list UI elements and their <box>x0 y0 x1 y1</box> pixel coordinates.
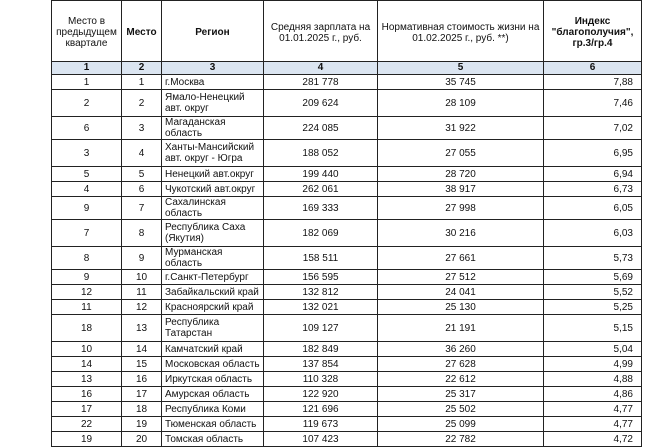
salary-cell: 132 812 <box>264 285 378 300</box>
place-cell: 9 <box>122 247 162 270</box>
column-number-row <box>52 62 642 75</box>
index-cell: 7,02 <box>544 117 642 140</box>
salary-cell: 132 021 <box>264 300 378 315</box>
place-cell: 11 <box>122 285 162 300</box>
living-cost-cell: 36 260 <box>378 342 544 357</box>
prev-place-cell: 5 <box>52 167 122 182</box>
header-living-cost: Нормативная стоимость жизни на 01.02.2025 г., руб. **) <box>378 1 544 62</box>
prev-place-cell: 3 <box>52 140 122 167</box>
column-number: 2 <box>122 62 162 75</box>
prev-place-cell: 19 <box>52 432 122 447</box>
living-cost-cell: 25 502 <box>378 402 544 417</box>
prev-place-cell: 2 <box>52 90 122 117</box>
index-cell: 4,88 <box>544 372 642 387</box>
salary-cell: 119 673 <box>264 417 378 432</box>
header-salary: Средняя зарплата на 01.01.2025 г., руб. <box>264 1 378 62</box>
wellbeing-index-table <box>51 0 642 447</box>
table-row <box>52 140 642 167</box>
prev-place-cell: 9 <box>52 197 122 220</box>
header-index: Индекс "благополучия", гр.3/гр.4 <box>544 1 642 62</box>
region-cell: Амурская область <box>162 387 264 402</box>
prev-place-cell: 8 <box>52 247 122 270</box>
region-cell: Магаданская область <box>162 117 264 140</box>
salary-cell: 224 085 <box>264 117 378 140</box>
index-cell: 4,72 <box>544 432 642 447</box>
salary-cell: 137 854 <box>264 357 378 372</box>
region-cell: Ненецкий авт.округ <box>162 167 264 182</box>
index-cell: 5,69 <box>544 270 642 285</box>
index-cell: 6,73 <box>544 182 642 197</box>
table-row <box>52 247 642 270</box>
place-cell: 7 <box>122 197 162 220</box>
table-row <box>52 342 642 357</box>
living-cost-cell: 25 099 <box>378 417 544 432</box>
salary-cell: 109 127 <box>264 315 378 342</box>
region-cell: Иркутская область <box>162 372 264 387</box>
living-cost-cell: 22 612 <box>378 372 544 387</box>
salary-cell: 107 423 <box>264 432 378 447</box>
place-cell: 4 <box>122 140 162 167</box>
prev-place-cell: 1 <box>52 75 122 90</box>
header-region: Регион <box>162 1 264 62</box>
header-prev-place: Место в предыдущем квартале <box>52 1 122 62</box>
salary-cell: 199 440 <box>264 167 378 182</box>
region-cell: Чукотский авт.округ <box>162 182 264 197</box>
index-cell: 6,94 <box>544 167 642 182</box>
salary-cell: 281 778 <box>264 75 378 90</box>
index-cell: 6,03 <box>544 220 642 247</box>
living-cost-cell: 28 720 <box>378 167 544 182</box>
region-cell: Республика Коми <box>162 402 264 417</box>
table-row <box>52 270 642 285</box>
prev-place-cell: 18 <box>52 315 122 342</box>
table-row <box>52 402 642 417</box>
region-cell: Сахалинская область <box>162 197 264 220</box>
place-cell: 18 <box>122 402 162 417</box>
place-cell: 12 <box>122 300 162 315</box>
region-cell: Мурманская область <box>162 247 264 270</box>
table-row <box>52 315 642 342</box>
prev-place-cell: 14 <box>52 357 122 372</box>
living-cost-cell: 35 745 <box>378 75 544 90</box>
table-row <box>52 220 642 247</box>
index-cell: 5,73 <box>544 247 642 270</box>
table-row <box>52 357 642 372</box>
region-cell: г.Санкт-Петербург <box>162 270 264 285</box>
index-cell: 5,52 <box>544 285 642 300</box>
index-cell: 4,99 <box>544 357 642 372</box>
index-cell: 7,46 <box>544 90 642 117</box>
place-cell: 1 <box>122 75 162 90</box>
column-number: 1 <box>52 62 122 75</box>
living-cost-cell: 27 512 <box>378 270 544 285</box>
salary-cell: 182 069 <box>264 220 378 247</box>
table-row <box>52 167 642 182</box>
place-cell: 8 <box>122 220 162 247</box>
table-row <box>52 90 642 117</box>
living-cost-cell: 38 917 <box>378 182 544 197</box>
index-cell: 4,86 <box>544 387 642 402</box>
region-cell: г.Москва <box>162 75 264 90</box>
living-cost-cell: 27 998 <box>378 197 544 220</box>
index-cell: 4,77 <box>544 402 642 417</box>
table-row <box>52 117 642 140</box>
column-number: 3 <box>162 62 264 75</box>
index-cell: 6,05 <box>544 197 642 220</box>
place-cell: 13 <box>122 315 162 342</box>
index-cell: 7,88 <box>544 75 642 90</box>
salary-cell: 110 328 <box>264 372 378 387</box>
salary-cell: 188 052 <box>264 140 378 167</box>
living-cost-cell: 24 041 <box>378 285 544 300</box>
place-cell: 10 <box>122 270 162 285</box>
living-cost-cell: 27 055 <box>378 140 544 167</box>
table-row <box>52 75 642 90</box>
region-cell: Тюменская область <box>162 417 264 432</box>
prev-place-cell: 9 <box>52 270 122 285</box>
place-cell: 14 <box>122 342 162 357</box>
living-cost-cell: 27 661 <box>378 247 544 270</box>
prev-place-cell: 16 <box>52 387 122 402</box>
place-cell: 19 <box>122 417 162 432</box>
prev-place-cell: 13 <box>52 372 122 387</box>
index-cell: 5,25 <box>544 300 642 315</box>
index-cell: 6,95 <box>544 140 642 167</box>
salary-cell: 122 920 <box>264 387 378 402</box>
place-cell: 2 <box>122 90 162 117</box>
living-cost-cell: 25 317 <box>378 387 544 402</box>
place-cell: 17 <box>122 387 162 402</box>
table-row <box>52 387 642 402</box>
place-cell: 16 <box>122 372 162 387</box>
index-cell: 5,15 <box>544 315 642 342</box>
salary-cell: 156 595 <box>264 270 378 285</box>
header-row <box>52 1 642 62</box>
living-cost-cell: 22 782 <box>378 432 544 447</box>
region-cell: Забайкальский край <box>162 285 264 300</box>
region-cell: Республика Татарстан <box>162 315 264 342</box>
table-row <box>52 372 642 387</box>
region-cell: Красноярский край <box>162 300 264 315</box>
region-cell: Ханты-Мансийский авт. округ - Югра <box>162 140 264 167</box>
table-row <box>52 182 642 197</box>
table-row <box>52 285 642 300</box>
prev-place-cell: 6 <box>52 117 122 140</box>
place-cell: 6 <box>122 182 162 197</box>
index-cell: 4,77 <box>544 417 642 432</box>
salary-cell: 262 061 <box>264 182 378 197</box>
salary-cell: 121 696 <box>264 402 378 417</box>
salary-cell: 158 511 <box>264 247 378 270</box>
living-cost-cell: 30 216 <box>378 220 544 247</box>
column-number: 4 <box>264 62 378 75</box>
salary-cell: 209 624 <box>264 90 378 117</box>
prev-place-cell: 4 <box>52 182 122 197</box>
header-place: Место <box>122 1 162 62</box>
place-cell: 5 <box>122 167 162 182</box>
living-cost-cell: 28 109 <box>378 90 544 117</box>
living-cost-cell: 21 191 <box>378 315 544 342</box>
place-cell: 3 <box>122 117 162 140</box>
prev-place-cell: 12 <box>52 285 122 300</box>
prev-place-cell: 22 <box>52 417 122 432</box>
prev-place-cell: 7 <box>52 220 122 247</box>
table-row <box>52 197 642 220</box>
region-cell: Томская область <box>162 432 264 447</box>
place-cell: 15 <box>122 357 162 372</box>
prev-place-cell: 11 <box>52 300 122 315</box>
region-cell: Камчатский край <box>162 342 264 357</box>
column-number: 5 <box>378 62 544 75</box>
column-number: 6 <box>544 62 642 75</box>
living-cost-cell: 31 922 <box>378 117 544 140</box>
index-cell: 5,04 <box>544 342 642 357</box>
region-cell: Московская область <box>162 357 264 372</box>
table-row <box>52 300 642 315</box>
region-cell: Ямало-Ненецкий авт. округ <box>162 90 264 117</box>
prev-place-cell: 10 <box>52 342 122 357</box>
salary-cell: 182 849 <box>264 342 378 357</box>
region-cell: Республика Саха (Якутия) <box>162 220 264 247</box>
living-cost-cell: 25 130 <box>378 300 544 315</box>
living-cost-cell: 27 628 <box>378 357 544 372</box>
table-row <box>52 417 642 432</box>
salary-cell: 169 333 <box>264 197 378 220</box>
prev-place-cell: 17 <box>52 402 122 417</box>
table-row <box>52 432 642 447</box>
place-cell: 20 <box>122 432 162 447</box>
